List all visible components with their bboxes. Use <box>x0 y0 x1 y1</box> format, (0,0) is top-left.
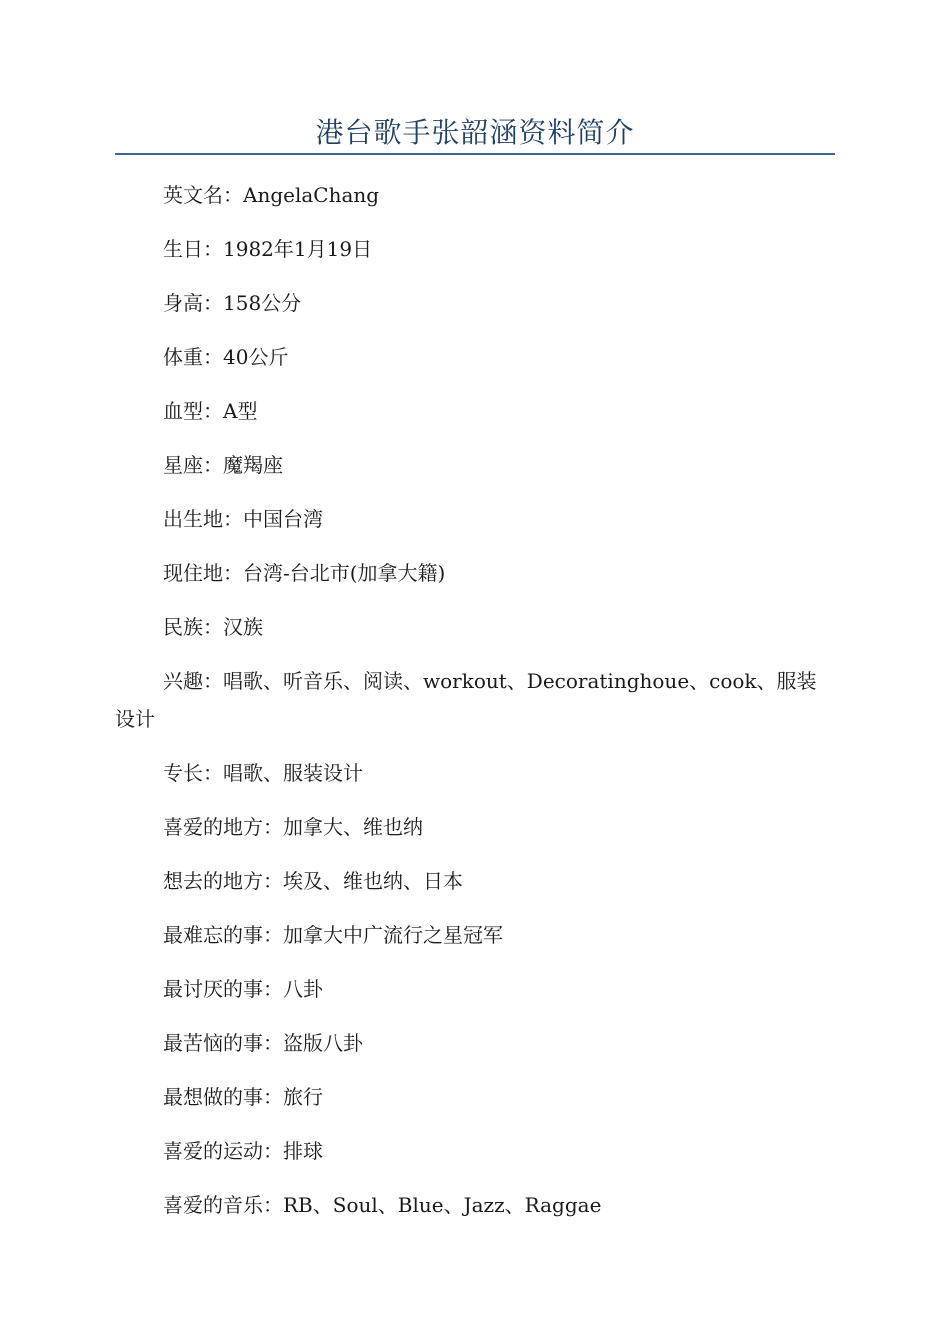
paragraph-favorite-places: 喜爱的地方：加拿大、维也纳 <box>163 815 423 839</box>
paragraph-birthplace: 出生地：中国台湾 <box>163 507 323 531</box>
paragraph-english-name: 英文名：AngelaChang <box>163 183 380 207</box>
paragraph-most-wanted: 最想做的事：旅行 <box>163 1085 323 1109</box>
document-title: 港台歌手张韶涵资料简介 <box>315 116 635 149</box>
paragraph-height: 身高：158公分 <box>163 291 302 315</box>
paragraph-interests: 兴趣：唱歌、听音乐、阅读、workout、Decoratinghoue、cook、服装设计 <box>115 669 817 731</box>
paragraph-blood-type: 血型：A型 <box>163 399 258 423</box>
paragraph-constellation: 星座：魔羯座 <box>163 453 283 477</box>
paragraph-most-disliked: 最讨厌的事：八卦 <box>163 977 323 1001</box>
paragraph-most-memorable: 最难忘的事：加拿大中广流行之星冠军 <box>163 923 503 947</box>
paragraph-specialty: 专长：唱歌、服装设计 <box>163 761 363 785</box>
paragraph-favorite-music: 喜爱的音乐：RB、Soul、Blue、Jazz、Raggae <box>163 1193 602 1217</box>
document-body <box>115 176 835 1240</box>
paragraph-ethnicity: 民族：汉族 <box>163 615 263 639</box>
paragraph-birthday: 生日：1982年1月19日 <box>163 237 373 261</box>
paragraph-places-to-visit: 想去的地方：埃及、维也纳、日本 <box>163 869 463 893</box>
paragraph-weight: 体重：40公斤 <box>163 345 289 369</box>
paragraph-residence: 现住地：台湾-台北市(加拿大籍) <box>163 561 446 585</box>
paragraph-most-troubling: 最苦恼的事：盗版八卦 <box>163 1031 363 1055</box>
title-underline <box>115 153 835 155</box>
paragraph-favorite-sport: 喜爱的运动：排球 <box>163 1139 323 1163</box>
